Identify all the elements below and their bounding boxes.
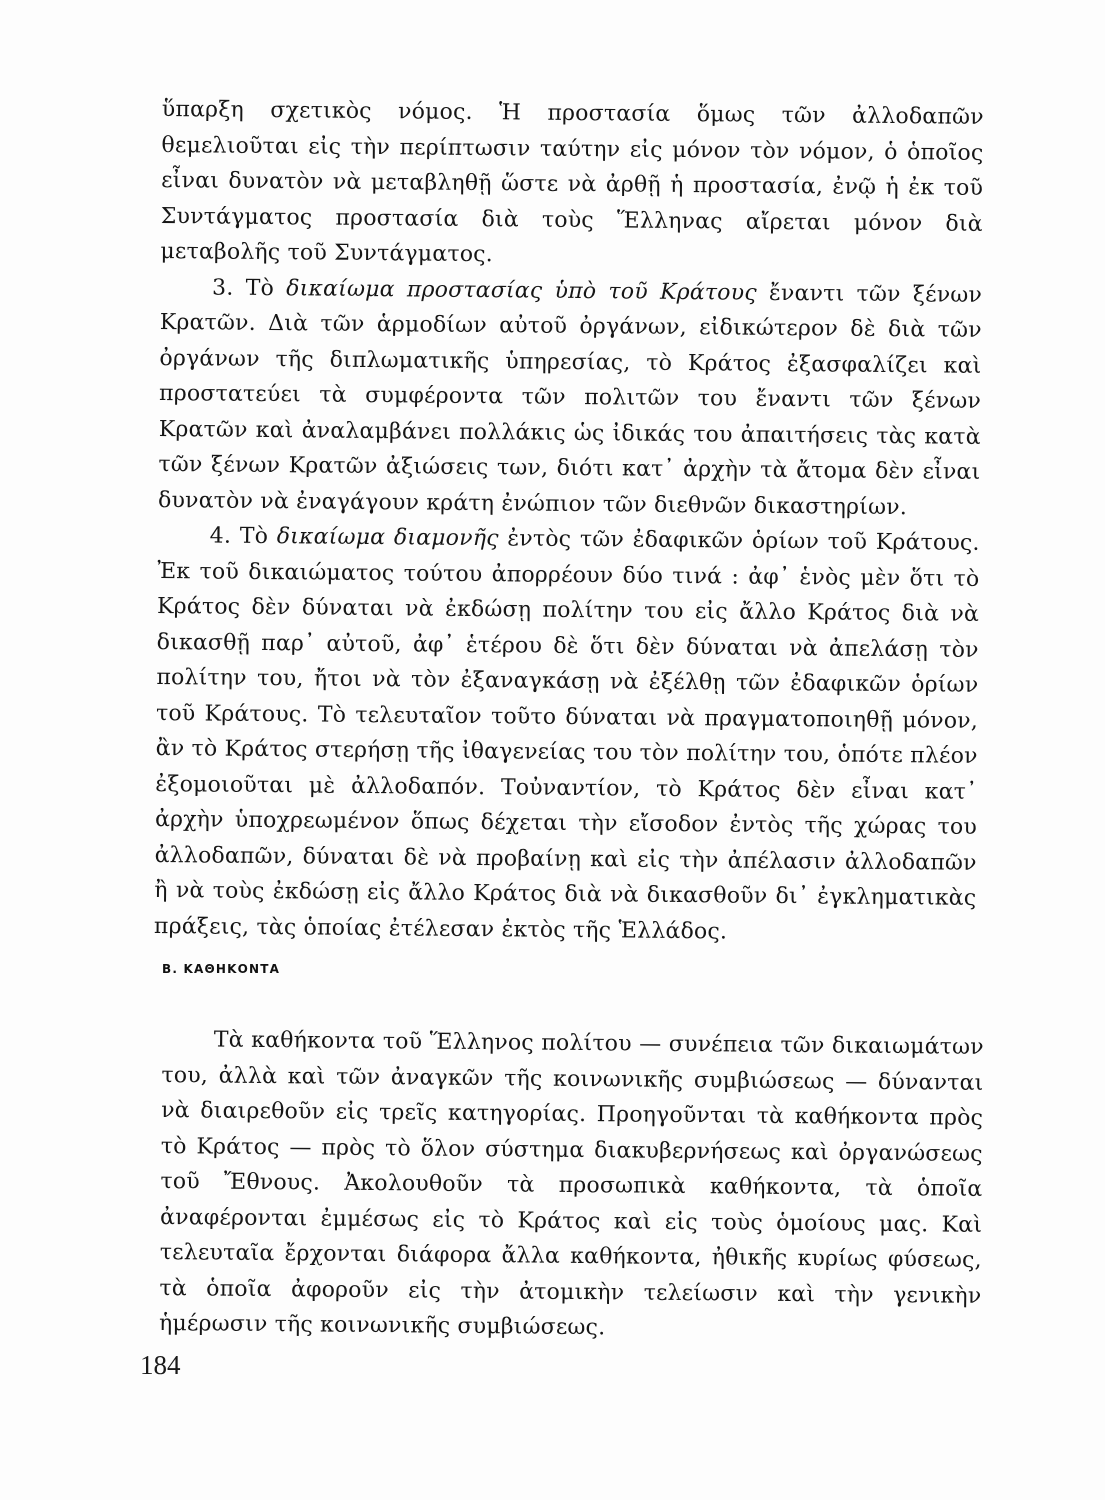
item-4-number: 4. Τὸ [209,523,277,550]
item-4-paragraph [154,518,980,952]
item-3-number: 3. Τὸ [212,274,287,301]
item-3-title: δικαίωμα προστασίας ὑπὸ τοῦ Κράτους [286,275,757,306]
item-4-title: δικαίωμα διαμονῆς [276,524,499,552]
rights-text-block [154,92,984,952]
item-3-paragraph [158,269,982,525]
page-number: 184 [140,1350,181,1380]
section-heading-duties: B. ΚΑΘΗΚΟΝΤΑ [162,962,281,976]
duties-paragraph: Τὰ καθήκοντα τοῦ Ἕλληνος πολίτου — συνέπεια τῶν δικαιωμάτων του, ἀλλὰ καὶ τῶν ἀναγκῶν τῆς κοινωνικῆς συμβιώσεως — δύνανται νὰ διαιρεθοῦν εἰς τρεῖς κατηγορίας. Προηγοῦνται τὰ καθήκοντα πρὸς τὸ Κράτος — πρὸς τὸ ὅλον σύστημα διακυβερνήσεως καὶ ὀργανώσεως τοῦ Ἔθνους. Ἀκολουθοῦν τὰ προσωπικὰ καθήκοντα, τὰ ὁποῖα ἀναφέρονται ἐμμέσως εἰς τὸ Κράτος καὶ εἰς τοὺς ὁμοίους μας. Καὶ τελευταῖα ἔρχονται διάφορα ἄλλα καθήκοντα, ἠθικῆς κυρίως φύσεως, τὰ ὁποῖα ἀφοροῦν εἰς τὴν ἀτομικὴν τελείωσιν καὶ τὴν γενικὴν ἡμέρωσιν τῆς κοινωνικῆς συμβιώσεως. [158,1027,984,1341]
duties-text-block [159,1022,984,1349]
item-4-text: ἐντὸς τῶν ἐδαφικῶν ὁρίων τοῦ Κράτους. Ἐκ τοῦ δικαιώματος τούτου ἀπορρέουν δύο τινά : ἀφ᾽ ἑνὸς μὲν ὅτι τὸ Κράτος δὲν δύναται νὰ ἐκδώσῃ πολίτην του εἰς ἄλλο Κράτος διὰ νὰ δικασθῇ παρ᾽ αὐτοῦ, ἀφ᾽ ἑτέρου δὲ ὅτι δὲν δύναται νὰ ἀπελάσῃ τὸν πολίτην του, ἤτοι νὰ τὸν ἐξαναγκάσῃ νὰ ἐξέλθῃ τῶν ἐδαφικῶν ὁρίων τοῦ Κράτους. Τὸ τελευταῖον τοῦτο δύναται νὰ πραγματοποιηθῇ μόνον, ἂν τὸ Κράτος στερήσῃ τῆς ἰθαγενείας του τὸν πολίτην του, ὁπότε πλέον ἐξομοιοῦται μὲ ἀλλοδαπόν. Τοὐναντίον, τὸ Κράτος δὲν εἶναι κατ᾽ ἀρχὴν ὑποχρεωμένον ὅπως δέχεται τὴν εἴσοδον ἐντὸς τῆς χώρας του ἀλλοδαπῶν, δύναται δὲ νὰ προβαίνῃ καὶ εἰς τὴν ἀπέλασιν ἀλλοδαπῶν ἢ νὰ τοὺς ἐκδώσῃ εἰς ἄλλο Κράτος διὰ νὰ δικασθοῦν δι᾽ ἐγκληματικὰς πράξεις, τὰς ὁποίας ἐτέλεσαν ἐκτὸς τῆς Ἑλλάδος. [153,526,980,944]
continued-paragraph: ὕπαρξη σχετικὸς νόμος. Ἡ προστασία ὅμως τῶν ἀλλοδαπῶν θεμελιοῦται εἰς τὴν περίπτωσιν ταύτην εἰς μόνον τὸν νόμον, ὁ ὁποῖος εἶναι δυνατὸν νὰ μεταβληθῇ ὥστε νὰ ἀρθῇ ἡ προστασία, ἐνῷ ἡ ἐκ τοῦ Συντάγματος προστασία διὰ τοὺς Ἕλληνας αἴρεται μόνον διὰ μεταβολῆς τοῦ Συντάγματος. [160,96,984,268]
item-3-text: ἔναντι τῶν ξένων Κρατῶν. Διὰ τῶν ἁρμοδίων αὐτοῦ ὀργάνων, εἰδικώτερον δὲ διὰ τῶν ὀργάνων τῆς διπλωματικῆς ὑπηρεσίας, τὸ Κράτος ἐξασφαλίζει καὶ προστατεύει τὰ συμφέροντα τῶν πολιτῶν του ἔναντι τῶν ξένων Κρατῶν καὶ ἀναλαμβάνει πολλάκις ὡς ἰδικάς του ἀπαιτήσεις τὰς κατὰ τῶν ξένων Κρατῶν ἀξιώσεις των, διότι κατ᾽ ἀρχὴν τὰ ἄτομα δὲν εἶναι δυνατὸν νὰ ἐναγάγουν κράτη ἐνώπιον τῶν διεθνῶν δικαστηρίων. [157,280,983,520]
